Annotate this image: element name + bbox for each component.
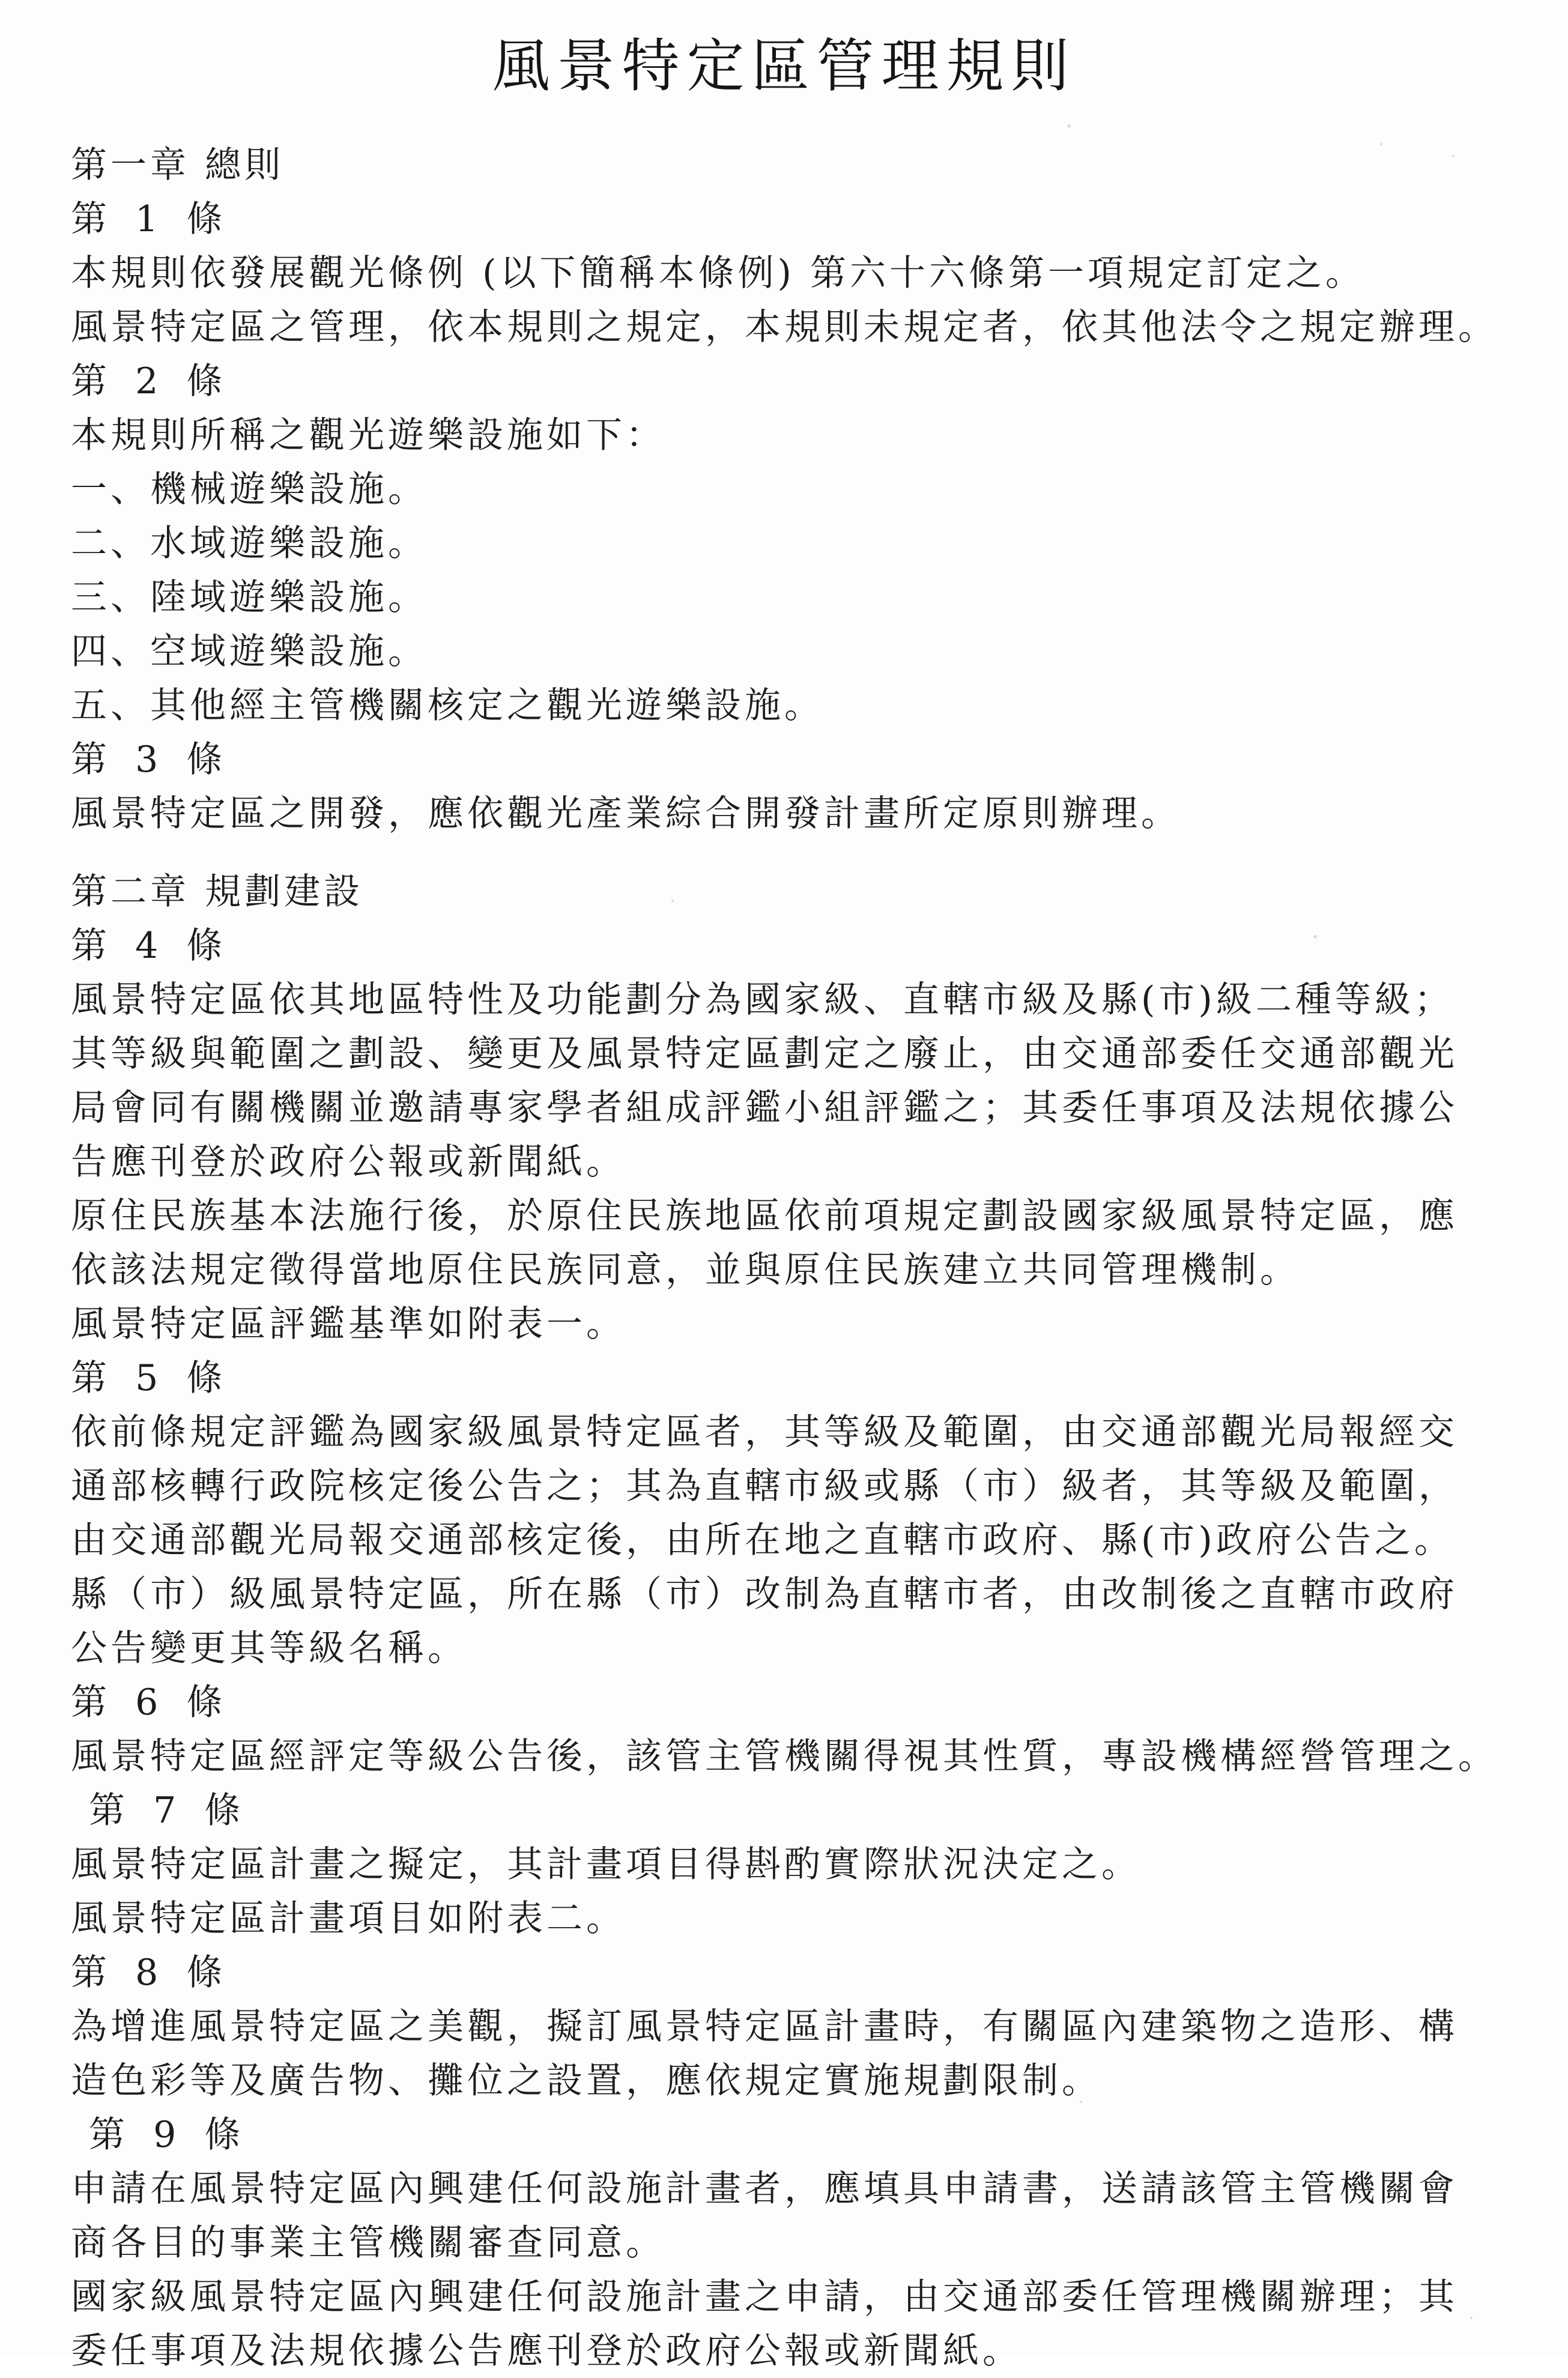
article-5-text: 通部核轉行政院核定後公告之；其為直轄市級或縣（市）級者，其等級及範圍， <box>71 1465 1458 1507</box>
article-7-text: 風景特定區計畫項目如附表二。 <box>71 1898 626 1940</box>
article-4-text: 依該法規定徵得當地原住民族同意，並與原住民族建立共同管理機制。 <box>71 1249 1300 1291</box>
article-4-label: 第 4 條 <box>71 925 231 967</box>
article-5-text: 由交通部觀光局報交通部核定後，由所在地之直轄市政府、縣(市)政府公告之。 <box>71 1519 1454 1561</box>
article-2-text: 本規則所稱之觀光遊樂設施如下： <box>71 414 665 456</box>
article-3-text: 風景特定區之開發，應依觀光產業綜合開發計畫所定原則辦理。 <box>71 793 1181 835</box>
article-9-text: 國家級風景特定區內興建任何設施計畫之申請，由交通部委任管理機關辦理；其 <box>71 2276 1458 2318</box>
article-6-text: 風景特定區經評定等級公告後，該管主管機關得視其性質，專設機構經營管理之。 <box>71 1735 1498 1777</box>
article-2-item: 五、其他經主管機關核定之觀光遊樂設施。 <box>71 685 824 727</box>
article-6-label: 第 6 條 <box>71 1681 231 1723</box>
article-8-text: 為增進風景特定區之美觀，擬訂風景特定區計畫時，有關區內建築物之造形、構 <box>71 2006 1458 2048</box>
article-8-text: 造色彩等及廣告物、攤位之設置，應依規定實施規劃限制。 <box>71 2060 1101 2102</box>
article-5-text: 依前條規定評鑑為國家級風景特定區者，其等級及範圍，由交通部觀光局報經交 <box>71 1411 1458 1453</box>
article-8-label: 第 8 條 <box>71 1952 231 1994</box>
article-5-text: 縣（市）級風景特定區，所在縣（市）改制為直轄市者，由改制後之直轄市政府 <box>71 1573 1458 1615</box>
document-title: 風景特定區管理規則 <box>492 32 1076 100</box>
article-2-item: 一、機械遊樂設施。 <box>71 468 428 510</box>
article-7-text: 風景特定區計畫之擬定，其計畫項目得斟酌實際狀況決定之。 <box>71 1844 1141 1886</box>
article-4-text: 局會同有關機關並邀請專家學者組成評鑑小組評鑑之；其委任事項及法規依據公 <box>71 1087 1458 1129</box>
article-2-item: 三、陸域遊樂設施。 <box>71 576 428 619</box>
chapter-2-heading: 第二章 規劃建設 <box>71 871 364 913</box>
article-3-label: 第 3 條 <box>71 739 231 781</box>
article-5-label: 第 5 條 <box>71 1357 231 1399</box>
article-7-label: 第 7 條 <box>89 1790 249 1832</box>
article-9-text: 商各目的事業主管機關審查同意。 <box>71 2222 665 2264</box>
article-4-text: 告應刊登於政府公報或新聞紙。 <box>71 1141 626 1183</box>
article-9-label: 第 9 條 <box>89 2114 249 2156</box>
article-4-text: 風景特定區依其地區特性及功能劃分為國家級、直轄市級及縣(市)級二種等級； <box>71 979 1454 1021</box>
article-1-text: 本規則依發展觀光條例 (以下簡稱本條例) 第六十六條第一項規定訂定之。 <box>71 252 1365 294</box>
article-2-label: 第 2 條 <box>71 360 231 402</box>
article-2-item: 二、水域遊樂設施。 <box>71 522 428 564</box>
article-4-text: 其等級與範圍之劃設、變更及風景特定區劃定之廢止，由交通部委任交通部觀光 <box>71 1033 1458 1075</box>
article-9-text: 申請在風景特定區內興建任何設施計畫者，應填具申請書，送請該管主管機關會 <box>71 2168 1458 2210</box>
article-1-label: 第 1 條 <box>71 198 231 240</box>
article-2-item: 四、空域遊樂設施。 <box>71 631 428 673</box>
article-4-text: 風景特定區評鑑基準如附表一。 <box>71 1303 626 1345</box>
chapter-1-heading: 第一章 總則 <box>71 144 285 186</box>
article-4-text: 原住民族基本法施行後，於原住民族地區依前項規定劃設國家級風景特定區，應 <box>71 1195 1458 1237</box>
article-9-text: 委任事項及法規依據公告應刊登於政府公報或新聞紙。 <box>71 2330 1022 2372</box>
article-1-text: 風景特定區之管理，依本規則之規定，本規則未規定者，依其他法令之規定辦理。 <box>71 306 1498 348</box>
chapter-gap <box>71 841 1512 865</box>
article-5-text: 公告變更其等級名稱。 <box>71 1627 467 1669</box>
document-body <box>71 138 1512 2378</box>
